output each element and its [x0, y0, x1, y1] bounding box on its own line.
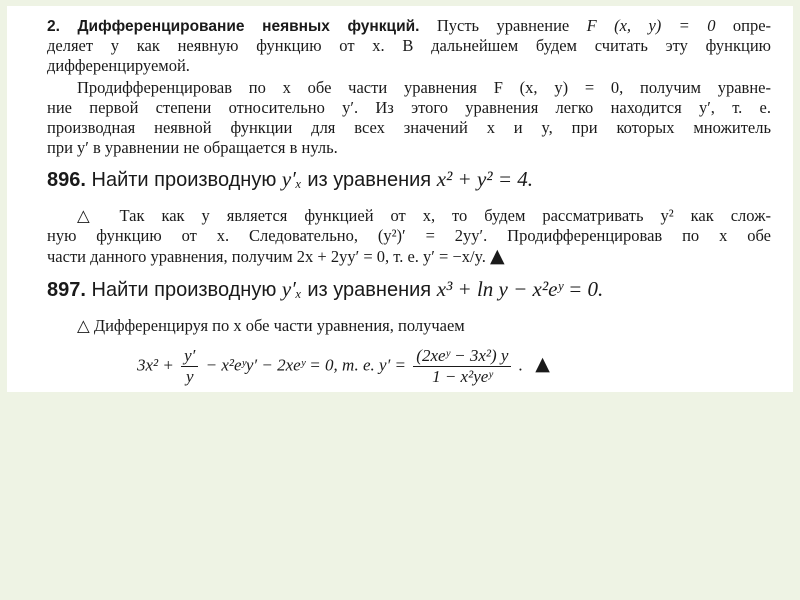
section-text: Пусть уравнение: [436, 16, 570, 35]
section-line-7: при y′ в уравнении не обращается в нуль.: [47, 138, 338, 157]
derivative-symbol: y′ₓ: [281, 167, 302, 191]
section-text: опре-: [732, 16, 771, 35]
section-heading: 2. Дифференцирование неявных функций.: [47, 18, 420, 35]
problem-896-statement: [47, 166, 533, 193]
fraction-numerator: y′: [181, 346, 198, 367]
problem-897-statement: [47, 276, 603, 303]
equation-part: − x²eʸy′ − 2xeʸ = 0, т. е. y′ =: [205, 355, 407, 375]
solution-897-display-equation: [137, 346, 550, 387]
section-line-5: ние первой степени относительно y′. Из этого уравнения легко находится y′, т. е.: [47, 98, 771, 117]
problem-text: из уравнения: [307, 279, 432, 301]
fraction: [413, 346, 511, 387]
derivative-symbol: y′ₓ: [281, 277, 302, 301]
problem-equation: x² + y² = 4.: [436, 167, 534, 191]
solution-897-line-1: △ Дифференцируя по x обе части уравнения, получаем: [77, 316, 465, 335]
implicit-equation: F (x, y) = 0: [586, 16, 716, 35]
fraction-numerator: (2xeʸ − 3x²) y: [413, 346, 511, 367]
solution-896-line-1: △ Так как y является функцией от x, то будем рассматривать y² как слож-: [77, 206, 771, 225]
equation-part: 3x² +: [137, 355, 174, 375]
solution-896-line-3: [47, 246, 771, 267]
problem-equation: x³ + ln y − x²eʸ = 0.: [436, 277, 604, 301]
fraction-denominator: 1 − x²yeʸ: [432, 367, 493, 386]
problem-text: из уравнения: [307, 169, 432, 191]
problem-number: 896.: [47, 169, 86, 191]
section-line-2: деляет y как неявную функцию от x. В дальнейшем будем считать эту функцию: [47, 36, 771, 55]
section-line-1: [47, 16, 771, 37]
problem-text: Найти производную: [91, 279, 277, 301]
end-of-solution-triangle-icon: ▲: [535, 353, 550, 376]
solution-text: части данного уравнения, получим 2x + 2yy′ = 0, т. е. y′ = −x/y.: [47, 247, 486, 266]
end-of-solution-triangle-icon: ▲: [490, 246, 505, 267]
section-line-6: производная неявной функции для всех значений x и y, при которых множитель: [47, 118, 771, 137]
problem-text: Найти производную: [91, 169, 277, 191]
section-line-4: Продифференцировав по x обе части уравнения F (x, y) = 0, получим уравне-: [77, 78, 771, 97]
solution-896-line-2: ную функцию от x. Следовательно, (y²)′ = 2yy′. Продифференцировав по x обе: [47, 226, 771, 245]
fraction: [181, 346, 198, 387]
equation-part: .: [518, 355, 523, 375]
section-line-3: дифференцируемой.: [47, 56, 190, 75]
fraction-denominator: y: [185, 367, 194, 386]
problem-number: 897.: [47, 279, 86, 301]
textbook-page: [7, 6, 793, 392]
